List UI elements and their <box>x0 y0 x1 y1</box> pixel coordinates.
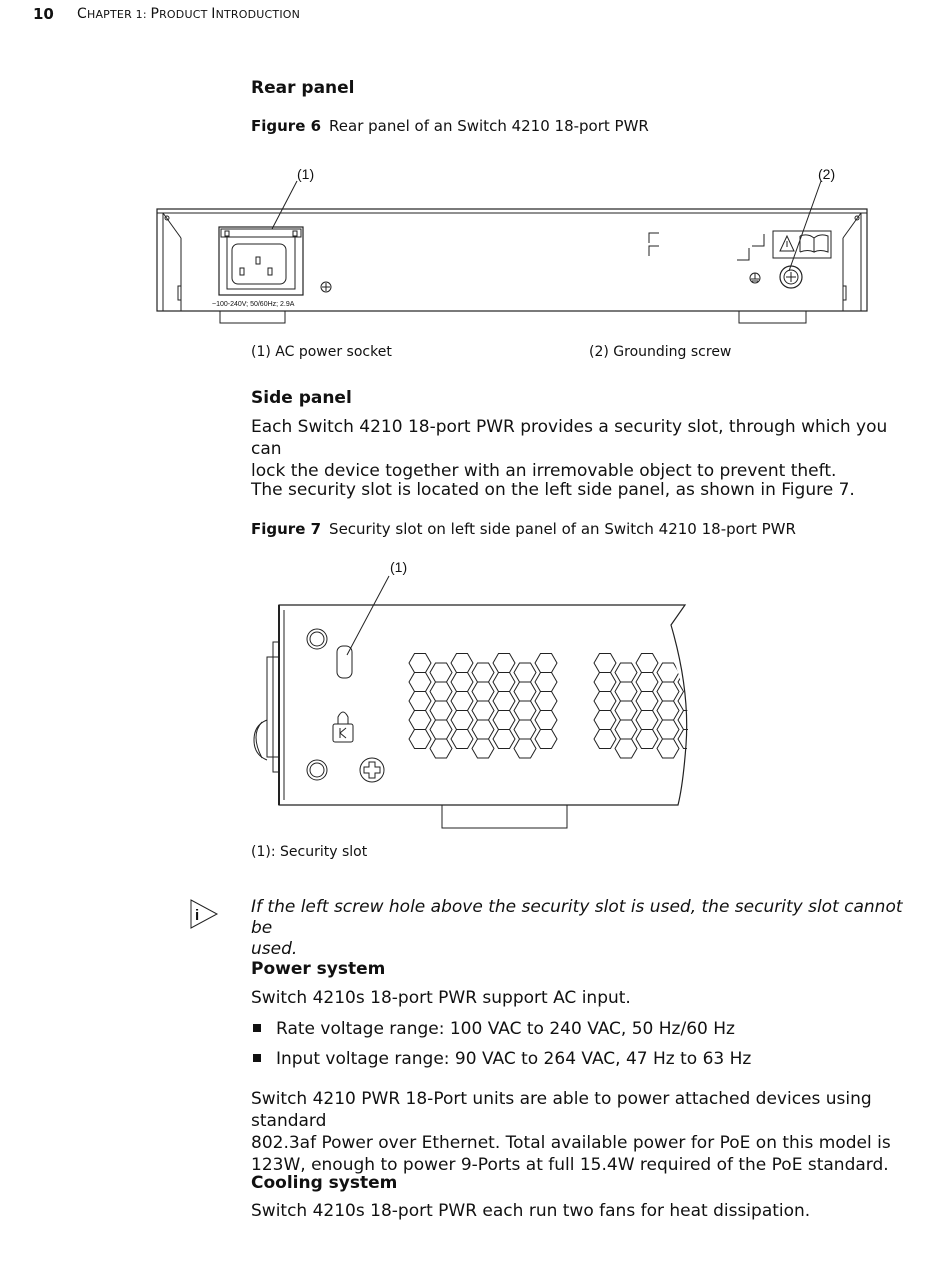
vent-hole <box>615 682 637 701</box>
vent-hole <box>657 663 679 682</box>
vent-hole <box>535 730 557 749</box>
vent-hole <box>594 654 616 673</box>
power-system-intro: Switch 4210s 18-port PWR support AC input. <box>251 988 631 1008</box>
vent-hole <box>451 673 473 692</box>
vent-hole <box>657 682 679 701</box>
rear-panel-heading: Rear panel <box>251 78 355 98</box>
vent-hole <box>451 711 473 730</box>
vent-hole <box>493 730 515 749</box>
vent-hole <box>451 730 473 749</box>
note-text: If the left screw hole above the security slot is used, the security slot cannot be used. <box>251 897 903 959</box>
vent-hole <box>636 711 658 730</box>
vent-hole <box>514 682 536 701</box>
vent-hole <box>514 720 536 739</box>
side-panel-heading: Side panel <box>251 388 352 408</box>
vent-hole <box>636 654 658 673</box>
vent-hole <box>615 663 637 682</box>
side-caption: (1): Security slot <box>251 844 368 860</box>
vent-hole <box>409 711 431 730</box>
vent-hole <box>678 692 700 711</box>
vent-hole <box>657 720 679 739</box>
side-panel-paragraph-1: Each Switch 4210 18-port PWR provides a security slot, through which you can lock the device together with an irremovable object to prevent theft. <box>251 417 888 481</box>
vent-hole <box>493 673 515 692</box>
rear-callout-1: (1) <box>297 166 315 182</box>
side-callout-1: (1) <box>390 559 408 575</box>
vent-hole <box>535 692 557 711</box>
poe-paragraph: Switch 4210 PWR 18-Port units are able to power attached devices using standard 802.3af Power over Ethernet. Total available power for PoE on this model is 123W, enough to power 9-Ports at full 15.4W required of the PoE standard. <box>251 1089 891 1175</box>
vent-hole <box>514 663 536 682</box>
vent-hole <box>594 673 616 692</box>
power-bullet-list <box>251 1018 751 1078</box>
rear-callout-2: (2) <box>818 166 836 182</box>
rear-caption-1: (1) AC power socket <box>251 344 392 360</box>
vent-hole <box>409 673 431 692</box>
vent-hole <box>535 654 557 673</box>
vent-hole <box>493 692 515 711</box>
vent-hole <box>493 654 515 673</box>
vent-hole <box>678 673 700 692</box>
vent-hole <box>472 682 494 701</box>
vent-hole <box>430 663 452 682</box>
vent-hole <box>594 730 616 749</box>
vent-hole <box>594 692 616 711</box>
list-item: Rate voltage range: 100 VAC to 240 VAC, 50 Hz/60 Hz <box>251 1018 751 1048</box>
rear-caption-2: (2) Grounding screw <box>589 344 732 360</box>
vent-hole <box>430 720 452 739</box>
running-header: CHAPTER 1: PRODUCT INTRODUCTION <box>77 6 301 22</box>
vent-hole <box>472 720 494 739</box>
cooling-system-heading: Cooling system <box>251 1173 398 1193</box>
vent-hole <box>472 739 494 758</box>
vent-hole <box>636 673 658 692</box>
cooling-system-text: Switch 4210s 18-port PWR each run two fans for heat dissipation. <box>251 1201 811 1221</box>
vent-hole <box>451 692 473 711</box>
vent-hole <box>514 701 536 720</box>
vent-hole <box>409 692 431 711</box>
figure-7-caption: Figure 7 Security slot on left side panel of an Switch 4210 18-port PWR <box>251 520 796 538</box>
power-rating-label: ~100-240V; 50/60Hz; 2.9A <box>212 301 295 308</box>
vent-hole <box>657 701 679 720</box>
vent-hole <box>615 739 637 758</box>
vent-hole <box>594 711 616 730</box>
vent-hole <box>430 739 452 758</box>
vent-hole <box>472 701 494 720</box>
vent-hole <box>615 701 637 720</box>
vent-hole <box>514 739 536 758</box>
vent-hole <box>636 692 658 711</box>
vent-hole <box>409 654 431 673</box>
vent-hole <box>535 673 557 692</box>
svg-text:i: i <box>195 907 200 924</box>
vent-hole <box>615 720 637 739</box>
figure-6-caption: Figure 6 Rear panel of an Switch 4210 18-port PWR <box>251 117 649 135</box>
vent-hole <box>636 730 658 749</box>
side-panel-paragraph-2: The security slot is located on the left side panel, as shown in Figure 7. <box>251 480 855 500</box>
page-number: 10 <box>33 5 54 23</box>
vent-hole <box>430 682 452 701</box>
vent-hole <box>451 654 473 673</box>
vent-hole <box>535 711 557 730</box>
vent-hole <box>678 730 700 749</box>
vent-hole <box>472 663 494 682</box>
info-icon <box>190 898 220 930</box>
vent-hole <box>678 711 700 730</box>
list-item: Input voltage range: 90 VAC to 264 VAC, 47 Hz to 63 Hz <box>251 1048 751 1078</box>
power-system-heading: Power system <box>251 959 386 979</box>
vent-hole <box>409 730 431 749</box>
vent-hole <box>493 711 515 730</box>
vent-hole <box>657 739 679 758</box>
vent-hole <box>430 701 452 720</box>
